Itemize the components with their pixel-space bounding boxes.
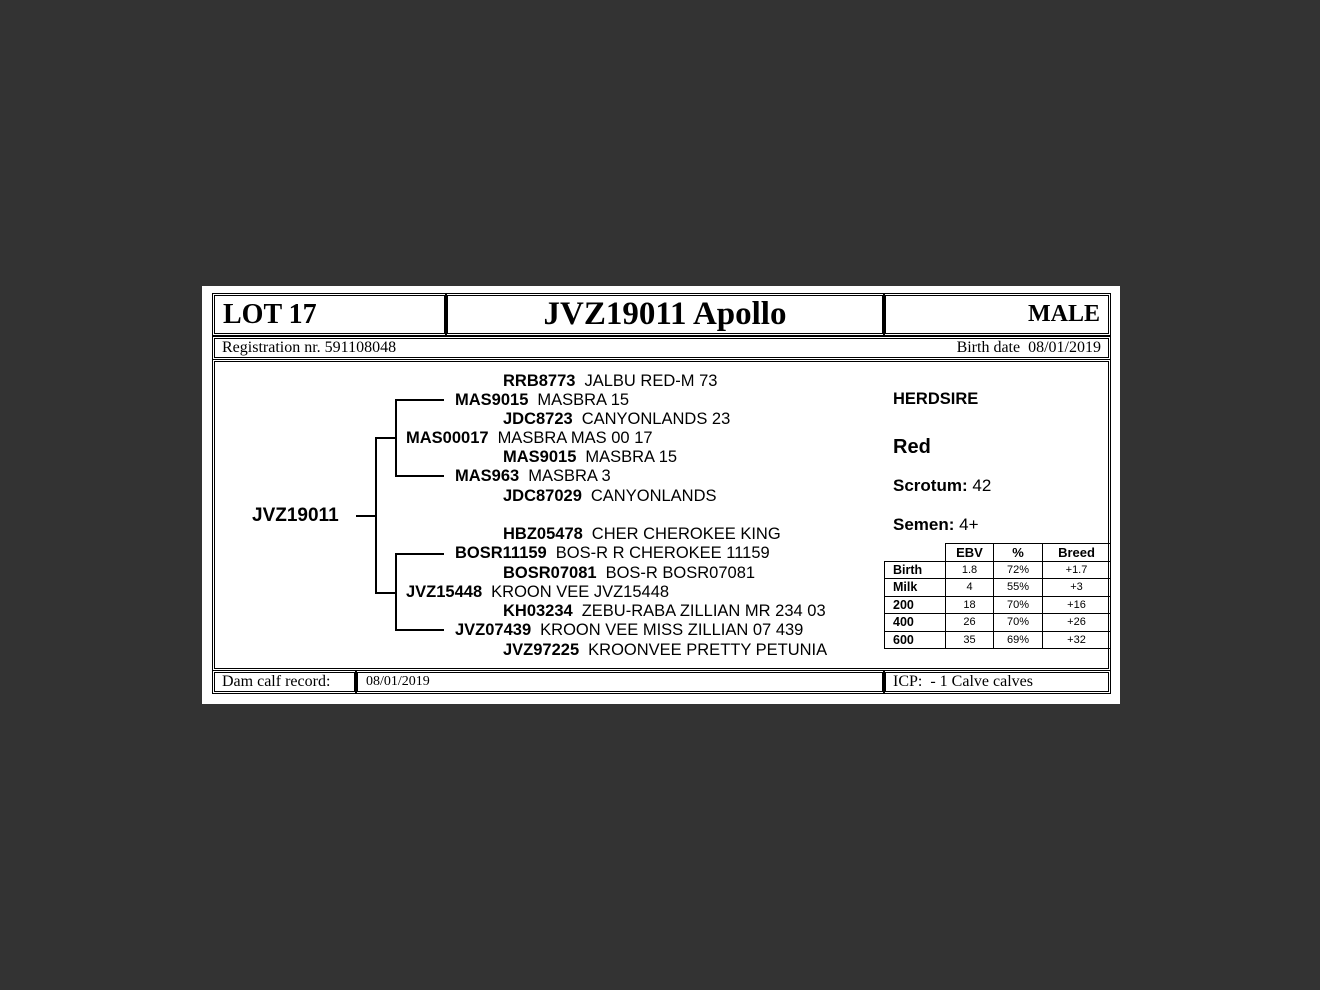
sire-sire-dam [503, 410, 730, 429]
dam-calf-value-box [355, 670, 885, 694]
table-row [885, 596, 1111, 614]
row-ebv: 4 [946, 579, 994, 597]
sire-dam-sire [503, 448, 677, 467]
pedigree-name: BOS-R R CHEROKEE 11159 [555, 544, 770, 562]
birth-info [957, 339, 1101, 357]
sire-vertical [395, 399, 397, 477]
dam-calf-value: 08/01/2019 [366, 674, 430, 689]
registration-number: 591108048 [324, 339, 397, 356]
pedigree-id: MAS963 [455, 467, 520, 485]
dam-dam-connector [395, 629, 444, 631]
row-breed: +1.7 [1043, 561, 1111, 579]
icp-box [883, 670, 1111, 694]
color-label: Red [893, 436, 931, 458]
table-row [885, 614, 1111, 632]
dam-connector [375, 592, 395, 594]
main-vertical [375, 437, 377, 594]
pedigree-id: BOSR11159 [455, 544, 547, 562]
row-pct: 70% [994, 614, 1043, 632]
pedigree-name: MASBRA 3 [528, 467, 611, 485]
row-breed: +26 [1043, 614, 1111, 632]
dam-sire [455, 544, 770, 563]
row-breed: +32 [1043, 631, 1111, 649]
sire-connector [375, 437, 395, 439]
ebv-header-row [885, 544, 1111, 562]
sire-dam [455, 467, 611, 486]
table-row [885, 579, 1111, 597]
pedigree-name: ZEBU-RABA ZILLIAN MR 234 03 [581, 602, 826, 620]
row-label: 600 [885, 631, 946, 649]
scrotum-info [893, 476, 991, 496]
sire-sire [455, 391, 629, 410]
pedigree-name: MASBRA 15 [585, 448, 678, 466]
pedigree-name: MASBRA 15 [537, 391, 630, 409]
pedigree-id: JDC8723 [503, 410, 573, 428]
pedigree-id: RRB8773 [503, 372, 576, 390]
pedigree-id: JVZ15448 [406, 583, 483, 601]
ebv-header: EBV [946, 544, 994, 562]
row-label: Milk [885, 579, 946, 597]
dam-sire-dam [503, 564, 755, 583]
dam-vertical [395, 553, 397, 631]
pedigree-name: JALBU RED-M 73 [584, 372, 718, 390]
row-pct: 72% [994, 561, 1043, 579]
sire-sire-sire [503, 372, 717, 391]
row-label: Birth [885, 561, 946, 579]
title-box [445, 293, 885, 336]
pedigree-id: BOSR07081 [503, 564, 597, 582]
registration-info [222, 339, 396, 357]
animal-title: JVZ19011 Apollo [543, 296, 787, 332]
herdsire-label: HERDSIRE [893, 390, 979, 408]
row-ebv: 26 [946, 614, 994, 632]
row-ebv: 18 [946, 596, 994, 614]
pedigree-id: MAS9015 [455, 391, 529, 409]
row-label: 400 [885, 614, 946, 632]
subject-id: JVZ19011 [252, 505, 339, 526]
pedigree-name: CANYONLANDS [590, 487, 717, 505]
semen-label: Semen: [893, 515, 955, 534]
dam-calf-label: Dam calf record: [222, 673, 331, 690]
pedigree-id: JVZ97225 [503, 641, 580, 659]
subject-connector [356, 515, 376, 517]
pedigree-name: KROON VEE JVZ15448 [491, 583, 670, 601]
registration-label: Registration nr. [222, 339, 321, 356]
pedigree-name: CHER CHEROKEE KING [591, 525, 781, 543]
row-breed: +16 [1043, 596, 1111, 614]
dam-sire-sire [503, 525, 781, 544]
lot-number: LOT 17 [223, 298, 317, 330]
pct-header: % [994, 544, 1043, 562]
sire [406, 429, 653, 448]
scrotum-label: Scrotum: [893, 476, 968, 495]
pedigree-name: BOS-R BOSR07081 [605, 564, 756, 582]
pedigree-id: JVZ07439 [455, 621, 532, 639]
row-breed: +3 [1043, 579, 1111, 597]
table-row [885, 561, 1111, 579]
dam-dam [455, 621, 803, 640]
row-pct: 70% [994, 596, 1043, 614]
birth-date-label: Birth date [956, 339, 1021, 356]
lot-box [212, 293, 447, 336]
row-ebv: 1.8 [946, 561, 994, 579]
sire-dam-connector [395, 475, 444, 477]
sex-box [883, 293, 1111, 336]
dam-sire-connector [395, 553, 444, 555]
icp-text: ICP: - 1 Calve calves [893, 673, 1033, 690]
sire-sire-connector [395, 399, 444, 401]
animal-sex: MALE [1028, 301, 1100, 327]
pedigree-name: CANYONLANDS 23 [581, 410, 731, 428]
dam-calf-label-box [212, 670, 357, 694]
birth-date: 08/01/2019 [1028, 339, 1101, 356]
pedigree-id: MAS9015 [503, 448, 577, 466]
ebv-table [884, 543, 1111, 649]
breed-header: Breed [1043, 544, 1111, 562]
pedigree-id: HBZ05478 [503, 525, 583, 543]
row-pct: 55% [994, 579, 1043, 597]
dam-dam-sire [503, 602, 826, 621]
table-row [885, 631, 1111, 649]
semen-info [893, 515, 979, 535]
pedigree-id: JDC87029 [503, 487, 582, 505]
lot-card [202, 286, 1120, 704]
dam-dam-dam [503, 641, 827, 660]
row-pct: 69% [994, 631, 1043, 649]
pedigree-id: MAS00017 [406, 429, 489, 447]
row-label: 200 [885, 596, 946, 614]
pedigree-id: KH03234 [503, 602, 573, 620]
registration-row [212, 336, 1111, 360]
scrotum-value: 42 [972, 476, 992, 495]
pedigree-name: MASBRA MAS 00 17 [497, 429, 653, 447]
row-ebv: 35 [946, 631, 994, 649]
semen-value: 4+ [959, 515, 979, 534]
dam [406, 583, 669, 602]
pedigree-name: KROON VEE MISS ZILLIAN 07 439 [540, 621, 804, 639]
pedigree-name: KROONVEE PRETTY PETUNIA [588, 641, 828, 659]
sire-dam-dam [503, 487, 717, 506]
